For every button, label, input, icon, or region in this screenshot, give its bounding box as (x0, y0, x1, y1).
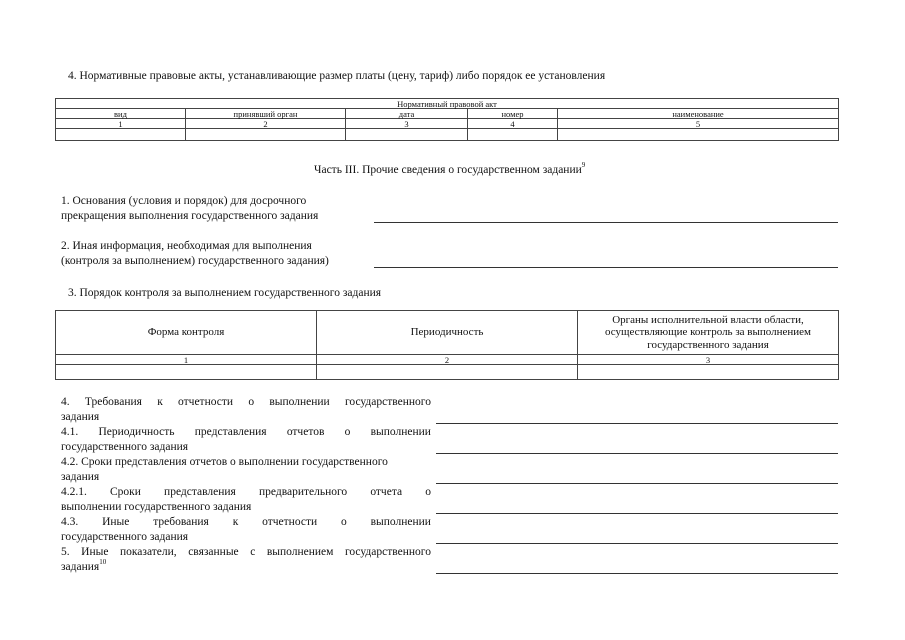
reporting-item-4-2-1-fill-line[interactable] (436, 513, 838, 514)
word: предварительного (258, 486, 348, 498)
column-number: 1 (56, 355, 317, 365)
reporting-item-4-line-2: задания (61, 411, 100, 423)
table-cell[interactable] (186, 129, 346, 141)
controlling-bodies-line-1: Органы исполнительной власти области, (612, 313, 804, 326)
footnote-marker: 9 (581, 161, 586, 170)
column-header-form-of-control: Форма контроля (56, 311, 317, 355)
word: к (232, 516, 239, 528)
item-2-fill-line[interactable] (374, 267, 838, 268)
control-table (55, 310, 839, 380)
column-header-controlling-bodies (578, 311, 839, 355)
reporting-item-5-line-2-text: задания (61, 561, 100, 573)
column-header-name: наименование (558, 109, 839, 119)
column-number: 2 (317, 355, 578, 365)
reporting-item-5-line-1 (61, 545, 431, 560)
reporting-item-4-1 (61, 425, 431, 455)
reporting-item-4-2-1 (61, 485, 431, 515)
word: отчетности (262, 516, 318, 528)
legal-acts-group-header: Нормативный правовой акт (56, 99, 839, 109)
reporting-item-4-1-line-2: государственного задания (61, 441, 189, 453)
word: 5. (61, 546, 70, 558)
reporting-item-4-3-line-1 (61, 515, 431, 530)
word: о (425, 486, 431, 498)
controlling-bodies-line-3: государственного задания (647, 338, 769, 351)
column-header-number: номер (468, 109, 558, 119)
reporting-item-4-1-fill-line[interactable] (436, 453, 838, 454)
reporting-item-4-2-line-1: 4.2. Сроки представления отчетов о выполнении государственного (61, 456, 388, 468)
reporting-item-4-3-fill-line[interactable] (436, 543, 838, 544)
table-cell[interactable] (317, 365, 578, 380)
item-1-label (61, 194, 318, 223)
column-header-periodicity: Периодичность (317, 311, 578, 355)
word: показатели, (119, 546, 177, 558)
reporting-item-4-2 (61, 455, 431, 485)
word: выполнением (266, 546, 334, 558)
section-4-title: 4. Нормативные правовые акты, устанавливающие размер платы (цену, тариф) либо порядок ее установления (68, 70, 606, 82)
reporting-item-5-fill-line[interactable] (436, 573, 838, 574)
word: Сроки (110, 486, 141, 498)
reporting-item-5 (61, 545, 431, 575)
part-3-title (314, 163, 585, 177)
footnote-marker: 10 (99, 558, 107, 567)
item-1-fill-line[interactable] (374, 222, 838, 223)
word: Периодичность (98, 426, 175, 438)
reporting-item-4-3 (61, 515, 431, 545)
word: выполнении (269, 396, 330, 408)
word: к (157, 396, 163, 408)
word: представления (164, 486, 236, 498)
column-number: 3 (346, 119, 468, 129)
word: 4. (61, 396, 70, 408)
word: отчетов (286, 426, 325, 438)
word: государственного (344, 546, 431, 558)
word: 4.3. (61, 516, 79, 528)
column-header-type: вид (56, 109, 186, 119)
word: 4.2.1. (61, 486, 87, 498)
reporting-item-4-line-1 (61, 395, 431, 410)
word: Требования (84, 396, 142, 408)
reporting-item-4-2-1-line-1 (61, 485, 431, 500)
reporting-item-5-line-2 (61, 560, 431, 575)
word: выполнении (370, 426, 431, 438)
table-cell[interactable] (346, 129, 468, 141)
table-cell[interactable] (578, 365, 839, 380)
word: о (248, 396, 255, 408)
word: о (344, 426, 351, 438)
reporting-item-4-1-line-1 (61, 425, 431, 440)
word: связанные (188, 546, 239, 558)
table-cell[interactable] (56, 129, 186, 141)
word: представления (194, 426, 267, 438)
reporting-item-4-3-line-2: государственного задания (61, 531, 189, 543)
reporting-item-4-2-1-line-2: выполнении государственного задания (61, 501, 252, 513)
column-number: 4 (468, 119, 558, 129)
item-3-title: 3. Порядок контроля за выполнением государственного задания (68, 287, 382, 299)
word: отчета (370, 486, 403, 498)
reporting-item-4-2-fill-line[interactable] (436, 483, 838, 484)
item-2-line-1: 2. Иная информация, необходимая для выполнения (61, 240, 312, 252)
word: о (340, 516, 347, 528)
word: с (250, 546, 256, 558)
table-cell[interactable] (558, 129, 839, 141)
word: Иные (102, 516, 130, 528)
column-number: 1 (56, 119, 186, 129)
reporting-item-4-fill-line[interactable] (436, 423, 838, 424)
word: выполнении (370, 516, 431, 528)
table-cell[interactable] (468, 129, 558, 141)
word: 4.1. (61, 426, 79, 438)
word: Иные (81, 546, 109, 558)
reporting-item-4-2-line-2: задания (61, 471, 100, 483)
column-number: 5 (558, 119, 839, 129)
item-1-line-1: 1. Основания (условия и порядок) для досрочного (61, 195, 307, 207)
column-number: 2 (186, 119, 346, 129)
item-2-label (61, 239, 329, 268)
column-header-issuing-body: принявший орган (186, 109, 346, 119)
legal-acts-table (55, 98, 839, 141)
word: отчетности (178, 396, 234, 408)
item-2-line-2: (контроля за выполнением) государственного задания) (61, 254, 329, 267)
item-1-line-2: прекращения выполнения государственного задания (61, 209, 319, 222)
column-header-date: дата (346, 109, 468, 119)
part-3-title-text: Часть III. Прочие сведения о государственном задании (314, 164, 582, 176)
reporting-item-4 (61, 395, 431, 425)
table-cell[interactable] (56, 365, 317, 380)
column-number: 3 (578, 355, 839, 365)
word: требования (153, 516, 209, 528)
controlling-bodies-line-2: осуществляющие контроль за выполнением (604, 326, 812, 339)
word: государственного (344, 396, 431, 408)
